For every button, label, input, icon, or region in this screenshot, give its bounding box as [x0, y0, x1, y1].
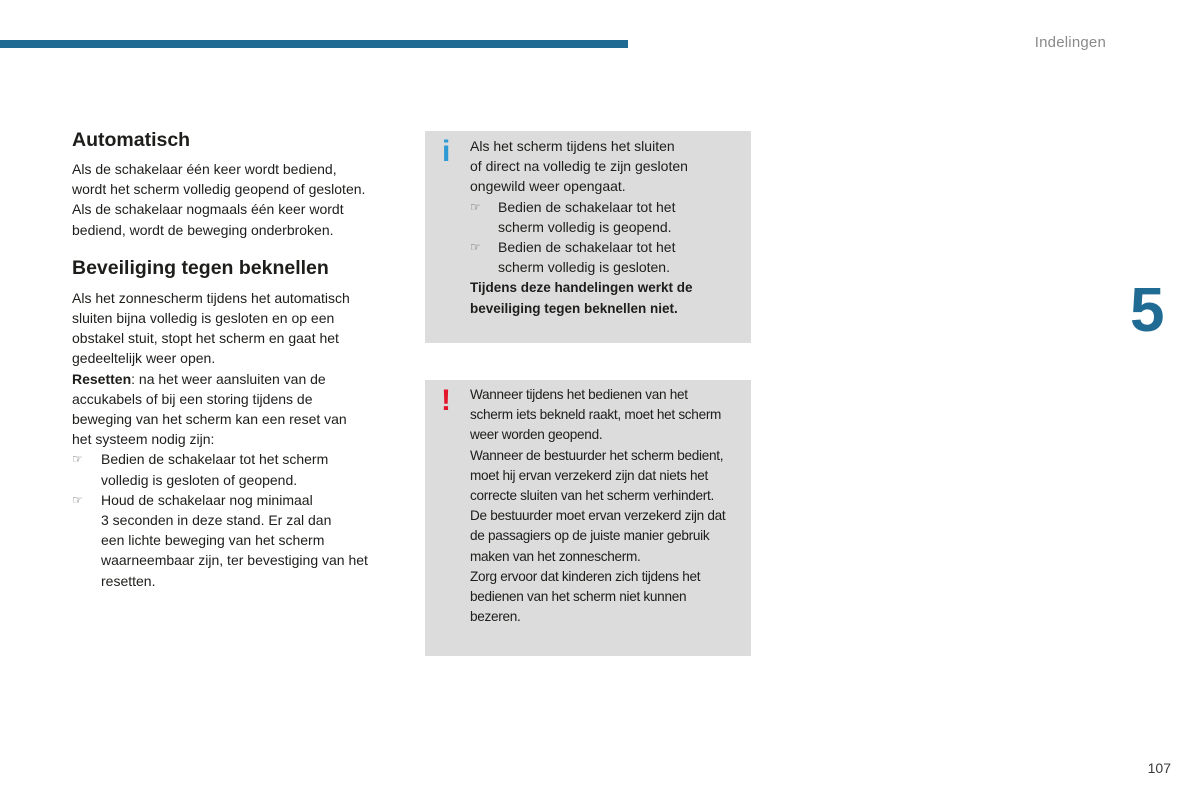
page-number: 107 — [1147, 760, 1171, 776]
pointing-hand-icon: ☞ — [72, 452, 83, 467]
heading-automatisch: Automatisch — [72, 129, 191, 151]
warning-line: correcte sluiten van het scherm verhindert. — [470, 488, 714, 504]
automatisch-line: wordt het scherm volledig geopend of gesloten. — [72, 181, 366, 198]
chapter-number: 5 — [1130, 276, 1165, 345]
info-line: Als het scherm tijdens het sluiten — [470, 138, 675, 154]
bullet-line: een lichte beweging van het scherm — [101, 532, 325, 549]
beveiliging-line: Als het zonnescherm tijdens het automatisch — [72, 289, 350, 306]
bold-line: beveiliging tegen beknellen niet. — [470, 300, 678, 316]
bullet-line: scherm volledig is gesloten. — [498, 259, 670, 276]
automatisch-line: bediend, wordt de beweging onderbroken. — [72, 221, 334, 238]
info-text — [470, 136, 738, 319]
section-title: Indelingen — [1034, 34, 1106, 51]
reset-bullet-item — [72, 449, 402, 489]
beveiliging-line: obstakel stuit, stopt het scherm en gaat het — [72, 330, 339, 347]
info-icon: i — [442, 135, 451, 168]
automatisch-line: Als de schakelaar nogmaals één keer wordt — [72, 201, 344, 218]
warning-line: scherm iets bekneld raakt, moet het scherm — [470, 407, 722, 423]
reset-line: accukabels of bij een storing tijdens de — [72, 390, 313, 407]
warning-line: moet hij ervan verzekerd zijn dat niets het — [470, 467, 708, 483]
warning-line: Zorg ervoor dat kinderen zich tijdens het — [470, 568, 701, 584]
info-bold-note — [470, 278, 738, 318]
reset-line: het systeem nodig zijn: — [72, 431, 215, 448]
warning-line: bezeren. — [470, 609, 521, 625]
warning-line: weer worden geopend. — [470, 427, 603, 443]
bullet-line: resetten. — [101, 572, 156, 589]
reset-line: beweging van het scherm kan een reset van — [72, 411, 347, 428]
warning-line: de passagiers op de juiste manier gebruik — [470, 528, 710, 544]
bullet-line: Houd de schakelaar nog minimaal — [101, 491, 313, 508]
warning-line: bedienen van het scherm niet kunnen — [470, 589, 687, 605]
warning-line: Wanneer de bestuurder het scherm bedient, — [470, 447, 724, 463]
info-bullet-item — [470, 197, 738, 237]
warning-line: maken van het zonnescherm. — [470, 548, 641, 564]
heading-beveiliging: Beveiliging tegen beknellen — [72, 256, 329, 279]
bullet-line: volledig is gesloten of geopend. — [101, 471, 298, 488]
info-bullet-item — [470, 237, 738, 277]
beveiliging-line: sluiten bijna volledig is gesloten en op een — [72, 310, 335, 327]
pointing-hand-icon: ☞ — [470, 199, 481, 214]
pointing-hand-icon: ☞ — [72, 492, 83, 507]
info-line: ongewild weer opengaat. — [470, 178, 626, 195]
warning-line: De bestuurder moet ervan verzekerd zijn dat — [470, 508, 726, 524]
reset-line: : na het weer aansluiten van de — [131, 370, 326, 387]
automatisch-body — [72, 159, 402, 240]
reset-label: Resetten — [72, 370, 132, 387]
bold-line: Tijdens deze handelingen werkt de — [470, 280, 693, 296]
automatisch-line: Als de schakelaar één keer wordt bediend, — [72, 161, 337, 177]
pointing-hand-icon: ☞ — [470, 240, 481, 255]
reset-bullet-item — [72, 490, 402, 591]
bullet-line: Bedien de schakelaar tot het scherm — [101, 451, 329, 468]
warning-box — [425, 380, 751, 656]
warning-line: Wanneer tijdens het bedienen van het — [470, 387, 688, 402]
beveiliging-line: gedeeltelijk weer open. — [72, 350, 216, 367]
info-box — [425, 131, 751, 343]
info-line: of direct na volledig te zijn gesloten — [470, 158, 688, 175]
bullet-line: 3 seconden in deze stand. Er zal dan — [101, 512, 332, 529]
beveiliging-body — [72, 288, 402, 450]
bullet-line: waarneembaar zijn, ter bevestiging van het — [101, 552, 368, 569]
header-accent-bar — [0, 40, 628, 48]
bullet-line: Bedien de schakelaar tot het — [498, 198, 676, 215]
warning-text — [470, 385, 746, 627]
left-column — [72, 128, 402, 591]
bullet-line: scherm volledig is geopend. — [498, 218, 672, 235]
warning-icon: ! — [441, 384, 451, 417]
bullet-line: Bedien de schakelaar tot het — [498, 239, 676, 256]
